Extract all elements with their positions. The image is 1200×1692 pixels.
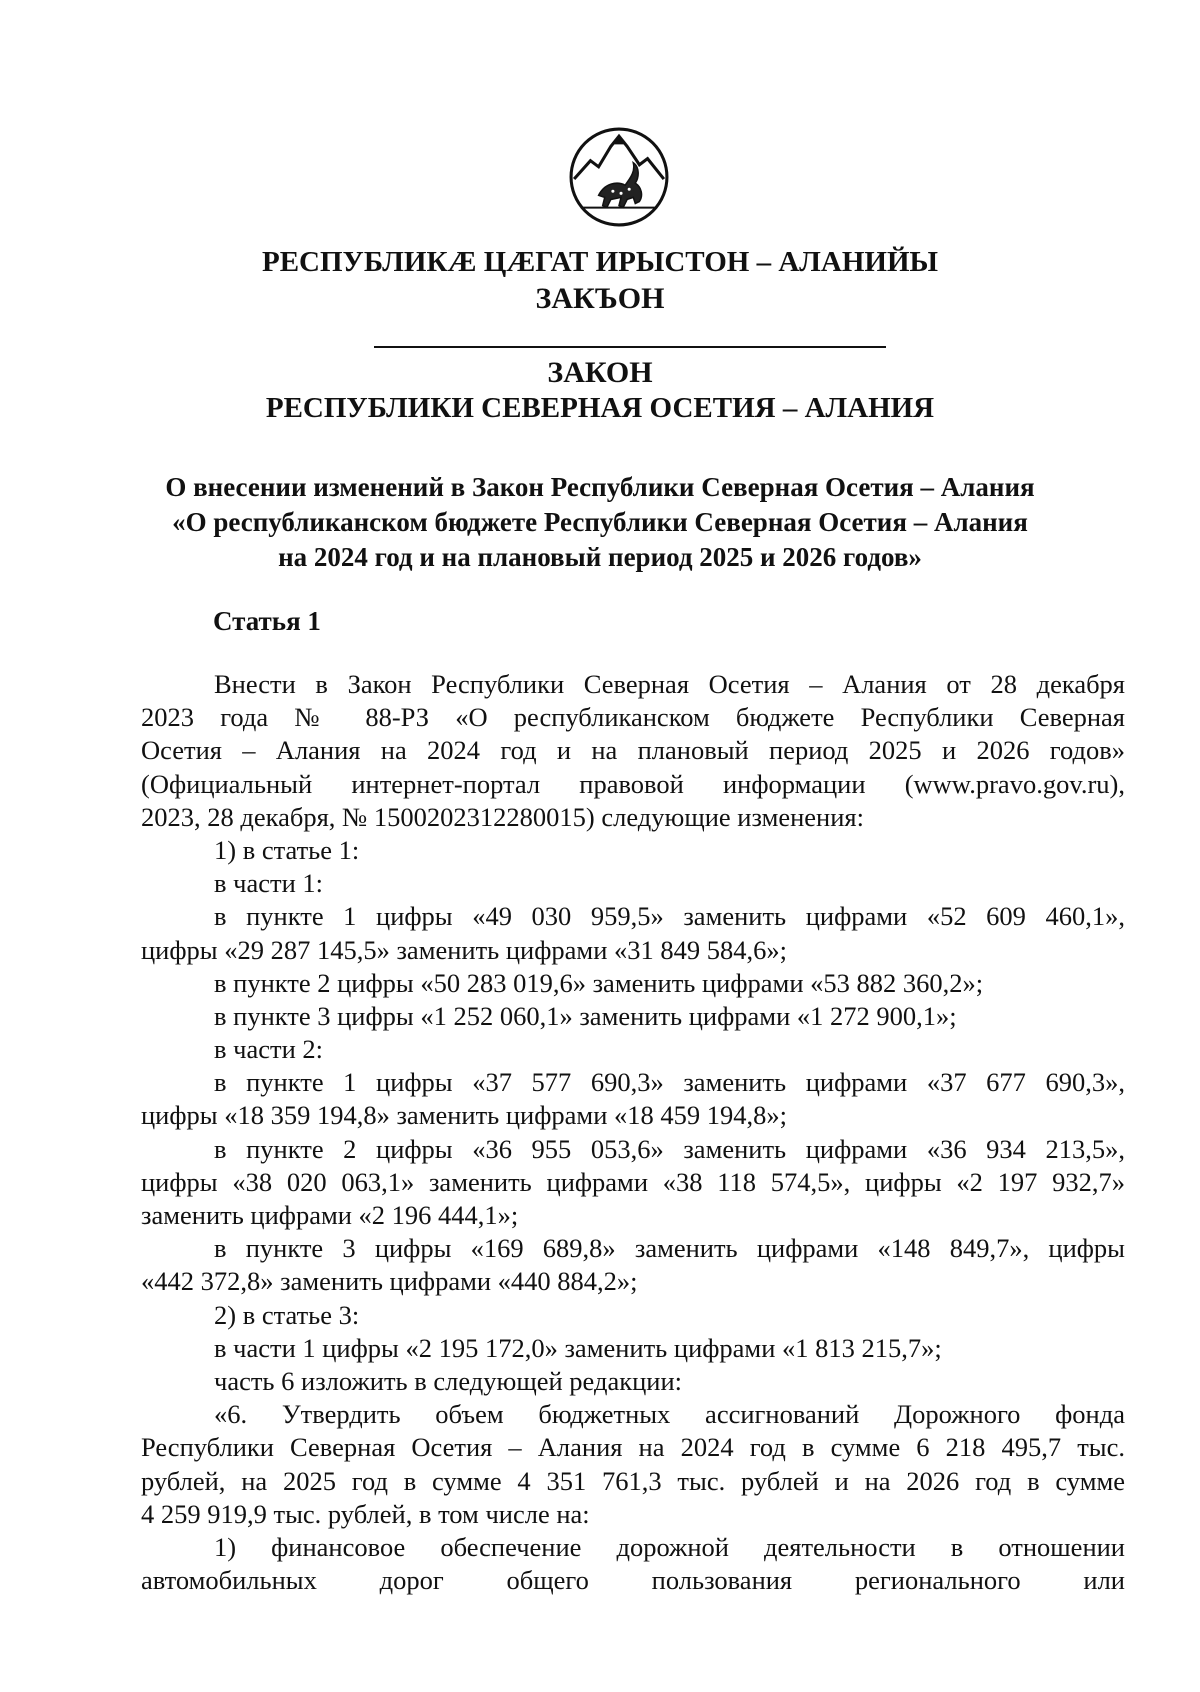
law-title [160,470,1040,575]
body-line: Осетия – Алания на 2024 год и на плановый период 2025 и 2026 годов» [141,735,1125,766]
body-line: цифры «18 359 194,8» заменить цифрами «18 459 194,8»; [141,1100,787,1131]
body-line: 2023 года № 88-РЗ «О республиканском бюджете Республики Северная [141,702,1125,733]
body-line: цифры «38 020 063,1» заменить цифрами «38 118 574,5», цифры «2 197 932,7» [141,1166,1125,1197]
body-line: 2) в статье 3: [214,1299,360,1330]
law-title-line: «О республиканском бюджете Республики Северная Осетия – Алания [172,507,1028,537]
body-line: 2023, 28 декабря, № 1500202312280015) следующие изменения: [141,801,864,832]
body-line: в пункте 1 цифры «49 030 959,5» заменить цифрами «52 609 460,1», [214,901,1125,932]
body-line: (Официальный интернет-портал правовой информации (www.pravo.gov.ru), [141,768,1125,799]
body-line: 4 259 919,9 тыс. рублей, в том числе на: [141,1498,590,1529]
body-line: в пункте 3 цифры «169 689,8» заменить цифрами «148 849,7», цифры [214,1233,1125,1264]
law-title-line: на 2024 год и на плановый период 2025 и 2026 годов» [278,542,922,572]
ossetian-republic-name: РЕСПУБЛИКӔ ЦӔГАТ ИРЫСТОН – АЛАНИЙЫ [262,246,938,278]
body-line: автомобильных дорог общего пользования регионального или [141,1565,1125,1596]
body-line: в части 1 цифры «2 195 172,0» заменить цифрами «1 813 215,7»; [214,1332,942,1363]
coat-of-arms-emblem [568,126,670,228]
body-line: в части 1: [214,868,323,899]
body-line: Внести в Закон Республики Северная Осетия – Алания от 28 декабря [214,669,1125,699]
law-title-line: О внесении изменений в Закон Республики Северная Осетия – Алания [165,472,1035,502]
ossetian-law-word: ЗАКЪОН [535,282,665,315]
body-line: «6. Утвердить объем бюджетных ассигнований Дорожного фонда [214,1399,1125,1430]
body-line: в части 2: [214,1034,323,1065]
article-heading: Статья 1 [213,606,321,636]
body-line: цифры «29 287 145,5» заменить цифрами «31 849 584,6»; [141,934,787,965]
body-line: в пункте 3 цифры «1 252 060,1» заменить цифрами «1 272 900,1»; [214,1000,957,1031]
body-line: 1) финансовое обеспечение дорожной деятельности в отношении [214,1531,1125,1562]
body-line: в пункте 2 цифры «36 955 053,6» заменить цифрами «36 934 213,5», [214,1133,1125,1164]
article-body [141,668,1125,1597]
body-line: заменить цифрами «2 196 444,1»; [141,1200,519,1230]
header-divider [374,346,886,348]
body-line: в пункте 2 цифры «50 283 019,6» заменить цифрами «53 882 360,2»; [214,967,984,998]
body-line: часть 6 изложить в следующей редакции: [214,1365,682,1396]
body-line: «442 372,8» заменить цифрами «440 884,2»; [141,1266,638,1297]
body-line: в пункте 1 цифры «37 577 690,3» заменить цифрами «37 677 690,3», [214,1067,1125,1098]
russian-republic-name: РЕСПУБЛИКИ СЕВЕРНАЯ ОСЕТИЯ – АЛАНИЯ [265,392,935,424]
russian-law-word: ЗАКОН [547,356,653,389]
body-line: Республики Северная Осетия – Алания на 2024 год в сумме 6 218 495,7 тыс. [141,1432,1125,1463]
body-line: 1) в статье 1: [214,834,360,865]
body-line: рублей, на 2025 год в сумме 4 351 761,3 тыс. рублей и на 2026 год в сумме [141,1465,1125,1496]
